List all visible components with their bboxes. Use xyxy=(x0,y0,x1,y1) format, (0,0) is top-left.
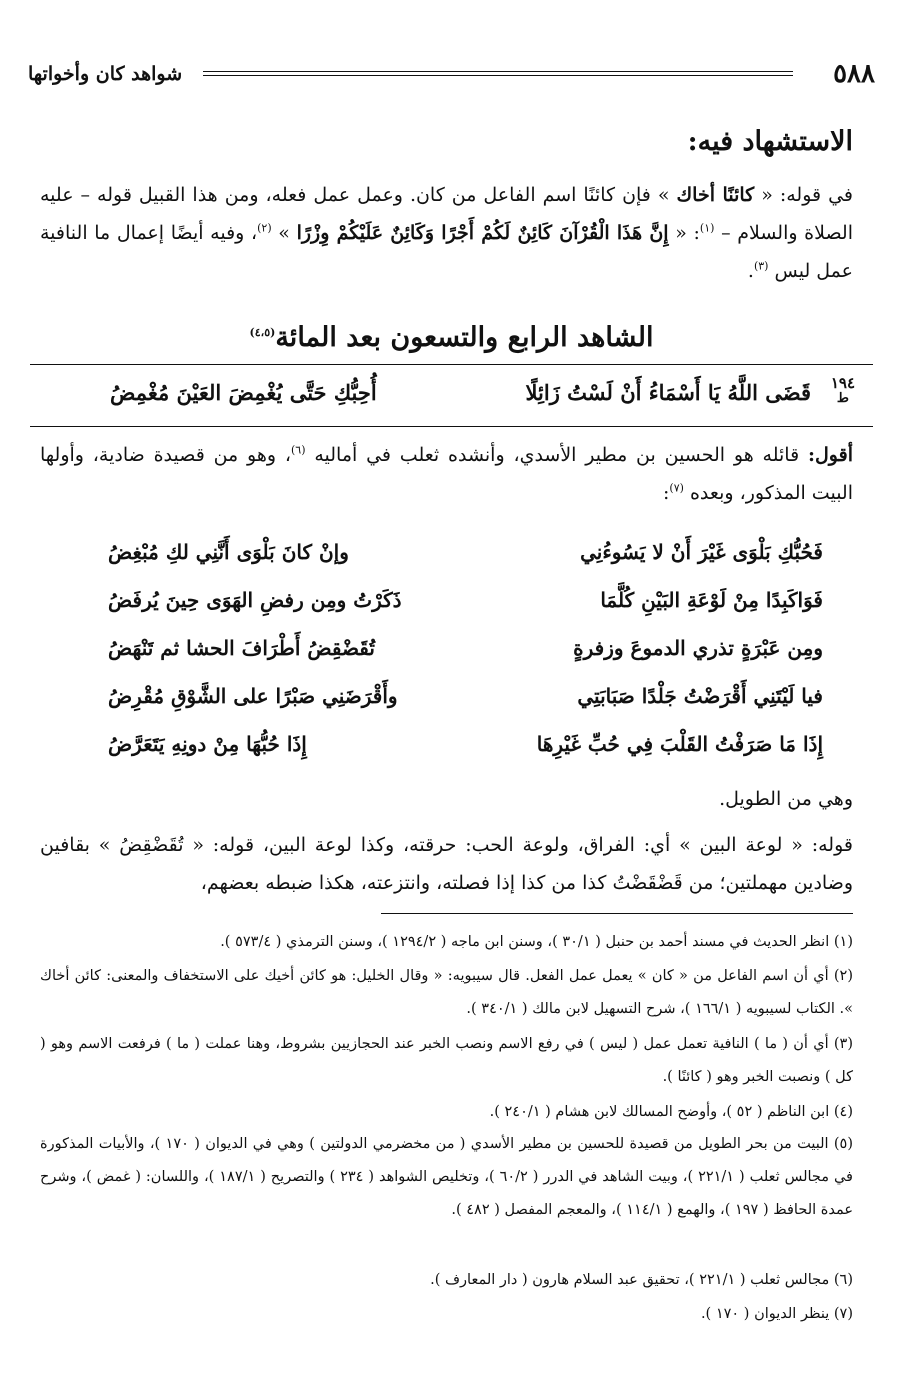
poem-line-second-half: تُقَضْقِضُ أَطْرَافَ الحشا ثم تَنْهَضُ xyxy=(108,636,375,660)
footnote-7: (٧) ينظر الديوان ( ١٧٠ ). xyxy=(700,1306,853,1322)
aqulu-label: أقول: xyxy=(807,444,853,466)
first-hemistich: قَضَى اللَّهُ يَا أَسْمَاءُ أَنْ لَسْتُ زَائِلًا xyxy=(525,380,811,405)
footnote-ref-6[interactable]: (٦) xyxy=(291,443,306,457)
istishhad-paragraph: في قوله: « كائنًا أخاك » فإن كائنًا اسم الفاعل من كان. وعمل عمل فعله، ومن هذا القبيل قوله – عليه الصلاة والسلام – $^{(١)}$: « إِنَّ هَذَا الْقُرْآنَ كَائِنٌ لَكُمْ أَجْرًا وَكَائِنٌ عَلَيْكُمْ وِزْرًا » $^{(٢)}$، وفيه أيضًا إعمال ما النافية عمل ليس $^{(٣)}$. xyxy=(40,184,854,282)
hadith-quote: إِنَّ هَذَا الْقُرْآنَ كَائِنٌ لَكُمْ أَجْرًا وَكَائِنٌ عَلَيْكُمْ وِزْرًا xyxy=(296,222,669,244)
page-number: ٥٨٨ xyxy=(833,59,875,89)
poem-line xyxy=(60,624,823,672)
footnote-2: (٢) أي أن اسم الفاعل من « كان » يعمل عمل الفعل. قال سيبويه: « وقال الخليل: هو كائن أخيك على الاستخفاف والمعنى: كائن أخاك ». الكتاب لسيبويه ( ١٦٦/١ )، شرح التسهيل لابن مالك ( ٣٤٠/١ ). xyxy=(40,968,853,1017)
glossary-paragraph: قوله: « لوعة البين » أي: الفراق، ولوعة الحب: حرقته، وكذا لوعة البين، قوله: « تُقَضْقِضُ » بقافين وضادين مهملتين؛ من قَضْقَضْتُ كذا من كذا إذا فصلته، وانتزعته، هكذا ضبطه بعضهم، xyxy=(40,834,853,894)
poem-line-second-half: وأَقْرَضَنِي صَبْرًا على الشَّوْقِ مُقْرِضُ xyxy=(108,684,398,708)
quoted-phrase: كائنًا أخاك xyxy=(676,184,755,206)
shahid-heading: الشاهد الرابع والتسعون بعد المائة$^{(٤،٥)}$ xyxy=(249,322,654,353)
poem-line xyxy=(60,576,823,624)
running-title: شواهد كان وأخواتها xyxy=(28,63,183,85)
footnote-ref-7[interactable]: (٧) xyxy=(669,481,684,495)
meter-note: وهي من الطويل. xyxy=(719,788,853,810)
commentary-paragraph: أقول: قائله هو الحسين بن مطير الأسدي، وأنشده ثعلب في أماليه $^{(٦)}$، وهو من قصيدة ضادية، وأولها البيت المذكور، وبعده $^{(٧)}$: xyxy=(40,443,853,504)
poem-line xyxy=(60,720,823,768)
poem-line-second-half: وإنْ كانَ بَلْوَى أَنَّنِي لكِ مُبْغِضُ xyxy=(108,540,349,564)
poem-line-first-half: ومِن عَبْرَةٍ تذري الدموعَ وزفرةٍ xyxy=(573,636,823,660)
poem-line xyxy=(60,528,823,576)
footnote-ref-4-5[interactable]: (٤،٥) xyxy=(249,326,276,339)
header-rule xyxy=(203,71,793,76)
verse-number: ١٩٤ ط xyxy=(830,374,855,406)
poem-line-first-half: إِذَا مَا صَرَفْتُ القَلْبَ فِي حُبِّ غَيْرِهَا xyxy=(536,732,823,756)
section-heading: الاستشهاد فيه: xyxy=(687,126,853,157)
running-header xyxy=(28,58,875,92)
footnote-1: (١) انظر الحديث في مسند أحمد بن حنبل ( ٣٠/١ )، وسنن ابن ماجه ( ١٢٩٤/٢ )، وسنن الترمذي ( ٥٧٣/٤ ). xyxy=(220,934,853,950)
poem-block xyxy=(60,528,823,768)
poem-line xyxy=(60,672,823,720)
footnote-5: (٥) البيت من بحر الطويل من قصيدة للحسين بن مطير الأسدي ( من مخضرمي الدولتين ) وهي في الديوان ( ١٧٠ )، والأبيات المذكورة في مجالس ثعلب ( ٢٢١/١ )، وبيت الشاهد في الدرر ( ٦٠/٢ )، وتخليص الشواهد ( ٢٣٤ ) والتصريح ( ١٨٧/١ )، واللسان: ( غمض )، وشرح عمدة الحافظ ( ١٩٧ )، والهمع ( ١١٤/١ )، والمعجم المفصل ( ٤٨٢ ). xyxy=(40,1136,853,1218)
meter-mark: ط xyxy=(836,391,849,406)
poem-line-first-half: فَوَاكَبِدًا مِنْ لَوْعَةِ البَيْنِ كُلَّمَا xyxy=(600,588,823,612)
footnote-ref-3[interactable]: (٣) xyxy=(753,259,769,273)
footnote-4: (٤) ابن الناظم ( ٥٢ )، وأوضح المسالك لابن هشام ( ٢٤٠/١ ). xyxy=(489,1104,853,1120)
second-hemistich: أُحِبُّكِ حَتَّى يُغْمِضَ العَيْنَ مُغْمِضُ xyxy=(110,380,377,405)
poem-line-second-half: ذَكَرْتُ ومِن رفضِ الهَوَى حِينَ يُرفَضُ xyxy=(108,588,402,612)
footnote-3: (٣) أي أن ( ما ) النافية تعمل عمل ( ليس ) في رفع الاسم ونصب الخبر عند الحجازيين بشروط، وهنا عملت ( ما ) فرفعت الاسم وهو ( كل ) ونصبت الخبر وهو ( كائنًا ). xyxy=(40,1036,853,1085)
footnote-separator xyxy=(381,913,853,914)
verse-bottom-rule xyxy=(30,426,873,427)
poem-line-first-half: فَحُبُّكِ بَلْوَى غَيْرَ أَنْ لا يَسُوءُنِي xyxy=(580,540,823,564)
footnote-6: (٦) مجالس ثعلب ( ٢٢١/١ )، تحقيق عبد السلام هارون ( دار المعارف ). xyxy=(430,1272,853,1288)
footnote-ref-2[interactable]: (٢) xyxy=(257,221,272,235)
verse-top-rule xyxy=(30,364,873,365)
shahid-verse xyxy=(30,370,873,420)
poem-line-second-half: إِذَا حُبُّهَا مِنْ دونِهِ يَتَعَرَّضُ xyxy=(108,732,307,756)
footnote-ref-1[interactable]: (١) xyxy=(699,221,715,235)
poem-line-first-half: فيا لَيْتَنِي أَقْرَضْتُ جَلْدًا صَبَابَتِي xyxy=(577,684,823,708)
